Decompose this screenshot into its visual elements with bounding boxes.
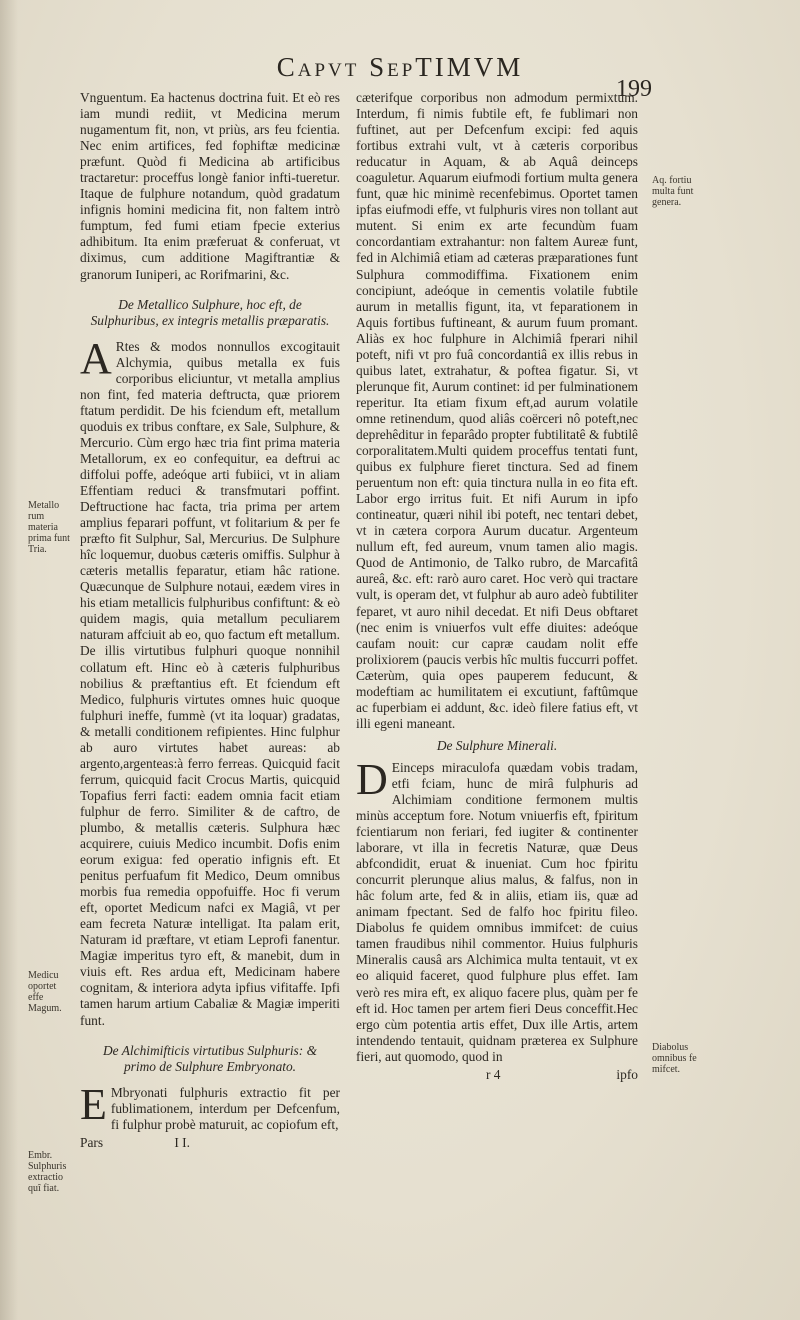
page-number: 199	[616, 76, 652, 102]
drop-cap: A	[80, 333, 112, 383]
left-paragraph-1: Vnguentum. Ea hactenus doctrina fuit. Et eò res iam mundi rediit, vt Medicina merum nugamentum fit, non, vt priùs, ars feu fcientia. Nec enim artifices, fed fophiftæ medicinæ præfunt. Quòd fi Medicina ab artificibus tractaretur: proceffus longè fanior infti-tueretur. Itaque de fulphure notandum, quòd gradatum infignis homini medicina fit, non faltem intrò fumptum, fed fumi etiam fpecie exterius adhibitum. Ita enim præferuat & conferuat, vt diximus, cum additione Magiftrantiæ & granorum Iuniperi, ac Rorifmarini, &c.	[80, 90, 340, 282]
margin-note-aquae-fortes: Aq. fortiu multa funt genera.	[652, 175, 694, 208]
margin-note-metallorum: Metallo rum materia prima funt Tria.	[28, 500, 70, 555]
section-heading-embryonated-sulphur: De Alchimifticis virtutibus Sulphuris: & primo de Sulphure Embryonato.	[103, 1042, 317, 1074]
left-paragraph-3-text: Mbryonati fulphuris extractio fit per fublimationem, interdum per Defcenfum, fi fulphur probè maturuit, ac copiofum eft,	[110, 1084, 340, 1132]
drop-cap: D	[356, 754, 388, 804]
margin-note-diabolus: Diabolus omnibus fe mifcet.	[652, 1042, 697, 1075]
signature-mark: r 4	[486, 1066, 501, 1082]
section-heading-mineral-sulphur: De Sulphure Minerali.	[436, 737, 558, 753]
running-head: Capvt SepTIMVM	[276, 52, 524, 82]
margin-note-embryonati: Embr. Sulphuris extractio quî fiat.	[28, 1150, 67, 1194]
catch-pars: Pars	[80, 1134, 104, 1150]
left-catchline	[80, 1135, 340, 1151]
signature-mark: I I.	[174, 1134, 190, 1150]
catchword: ipfo	[616, 1066, 638, 1082]
right-column	[356, 90, 638, 1083]
margin-note-medicus: Medicu oportet effe Magum.	[28, 970, 62, 1014]
right-paragraph-2	[356, 754, 638, 1065]
right-paragraph-2-text: Einceps miraculofa quædam vobis tradam, etfi fciam, hunc de mirâ fulphuris ad Alchimiam conditione fermonem multis minùs acceptum fore. Notum vniuerfis eft, fpiritum fcientiarum non feriari, fed iugiter & continenter laborare, vt illa in fecretis Naturæ, quæ Deus abfcondidit, eruat & inueniat. Cum hoc fpiritu concurrit plerunque alius malus, & falfus, non in hâc folum arte, fed & in aliis, etiam iis, quæ ad animam fpectant. Sed de falfo hoc fpiritu fileo. Diabolus fe quidem omnibus immifcet: de cuius tamen fraudibus nihil commentor. Huius fulphuris Mineralis causâ ars Alchimica multa tentauit, vt ex eo aliquid faceret, quod fulphure plus effet. Iam verò res mira eft, ex aliquo facere plus, quàm per fe eft id. Hoc tamen per artem fieri Deus conceffit.Hec ergo cùm potentia artis effet, Dux ille Artis, artem intendendo tentauit, quidnam præterea ex Sulphure fieri, aut quomodo, quod in	[356, 759, 638, 1064]
drop-cap: E	[80, 1079, 107, 1129]
right-paragraph-1: cæterifque corporibus non admodum permixtum. Interdum, fi nimis fubtile eft, fe fublimari non fuftinet, aut per Defcenfum excipi: fed aquis fortibus extrahi vult, vt à cæteris corporibus reducatur in Aquam, & ab Aquâ deinceps coaguletur. Aquarum eiufmodi fortium multa genera funt, quæ hic minimè recenfebimus. Oportet tamen ipfas eiufmodi effe, vt fulphuris vires non tollant aut mutent. Si enim ex arte fecundùm fuam concordantiam extrahantur: non faltem Aureæ funt, fed in Alchimiâ etiam ad cæteras præparationes funt Sulphura commodiffima. Fixationem enim concipiunt, adeóque in cementis volatile fubtile aurum in metallis figunt, ita, vt feparationem in Aquis fortibus fuftineant, & aurum fuum promant. Aliàs ex hoc fulphure in Alchimiâ fperari nihil poteft, nifi vt pro fuâ concordantiâ ex illis rebus in quibus latet, extrahatur, & poftea figatur. Si, vt plerunque fit, Aurum continet: id per fulminationem reperitur. Ita etiam fixum eft,ad aurum volatile omne retinendum, quod aliâs coërceri nô poteft,nec deprehêditur in feparâdo propter fubtilitatê & fubtilê corporalitatem.Multi quidem proceffus tentati funt, quibus ex fulphure fieret tinctura. Sed ad finem peruentum non eft: quia tinctura nulla in eo fita eft. Labor ergo irritus fuit. Et nifi Aurum in ipfo contineatur, quæri nihil ibi poteft, nec tentari debet, vt in cætera corpora Aurum ducatur. Argenteum nullum eft, fed aureum, vnum tamen alio magis. Quod de Antimonio, de Talko rubro, de Marcafitâ aureâ, &c. eft: rarò auro caret. Hoc verò qui tractare vult, is operam det, vt fulphur ab auro adeò fubtiliter feparet, vt auro nihil decedat. Et nifi Deus obftaret (nec enim is vniuerfos vult effe diuites: adeóque caufam nouit: cur capræ caudam nolit effe prolixiorem (paucis verbis hîc multis fuccurri poffet. Cæterùm, quia opes pauperem feducunt, & modeftiam ac humilitatem ei excutiunt, faftûmque ac fuperbiam ei addunt, &c. ideò filere fatius eft, vt illi egeni maneant.	[356, 90, 638, 731]
left-paragraph-2-text: Rtes & modos nonnullos excogitauit Alchymia, quibus metalla ex fuis corporibus eliciuntur, vt metalla amplius non fint, fed materia deftructa, quæ priorem ftatum perdidit. De his fciendum eft, metallum quoduis ex tribus conftare, ex Sale, Sulphure, & Mercurio. Cùm ergo hæc tria fint prima materia Metallorum, ex eo confequitur, ea deftrui ac diffolui poffe, adeóque arti fubiici, vt in aliam Effentiam reduci & transfmutari poffint. Deftructione hac facta, tria prima per artem amplius feparari poffunt, vt folitarium & per fe præfto fit Sulphur, Sal, Mercurius. De Sulphure hîc loquemur, duobus cæteris omiffis. Sulphur à cæteris metallis feparatur, etiam hâc ratione. Quæcunque de Sulphure notaui, eædem vires in his etiam metallicis fulphuribus confiftunt: & eò quidem magis, quia metallum peculiarem naturam affciuit ab eo, quo factum eft metallum. De illis virtutibus fulphuri quoque nonnihil collatum eft. Hinc eò à cæteris fulphuribus nobilius & præftantius eft. Et fciendum eft Medico, fulphuris virtutes omnes huic quoque fulphuri ineffe, fummè (vt ita loquar) gradatas, & metalli conditionem refipientes. Hinc fulphur ab auro virtutes habet aureas: ab argento,argenteas:à ferro ferreas. Quicquid facit ferrum, quicquid facit Crocus Martis, quicquid Topafius ferri facti: eadem omnia facit etiam fulphur de ferro. Similiter & de caftro, de plumbo, & metallis cæteris. Sulphura hæc acquirere, cuiuis Medico incumbit. Dofis enim eorum exigua: fed operatio infignis eft. Et penitus perfuafum fit Medico, Deum omnibus morbis fua remedia oppofuiffe. Hoc fi verum eft, oportet Medicum nafci ex Magiâ, vt per eam fecreta Naturæ intelligat. Ita palam erit, Naturam id præftare, vt etiam Leprofi fanentur. Magiæ imperitus tyro eft, & manebit, dum in viuis eft. Res ardua eft, Medicinam habere cognitam, & interiora adyta ipfius vifitaffe. Ipfi tamen harum artium Cabaliæ & Magiæ imperiti funt.	[80, 338, 340, 1028]
left-paragraph-3	[80, 1079, 340, 1133]
left-column	[80, 90, 340, 1151]
gutter-shadow	[0, 0, 18, 1320]
right-catchline	[356, 1067, 638, 1083]
section-heading-metallic-sulphur: De Metallico Sulphure, hoc eft, de Sulphuribus, ex integris metallis præparatis.	[90, 296, 330, 328]
left-paragraph-2	[80, 333, 340, 1029]
